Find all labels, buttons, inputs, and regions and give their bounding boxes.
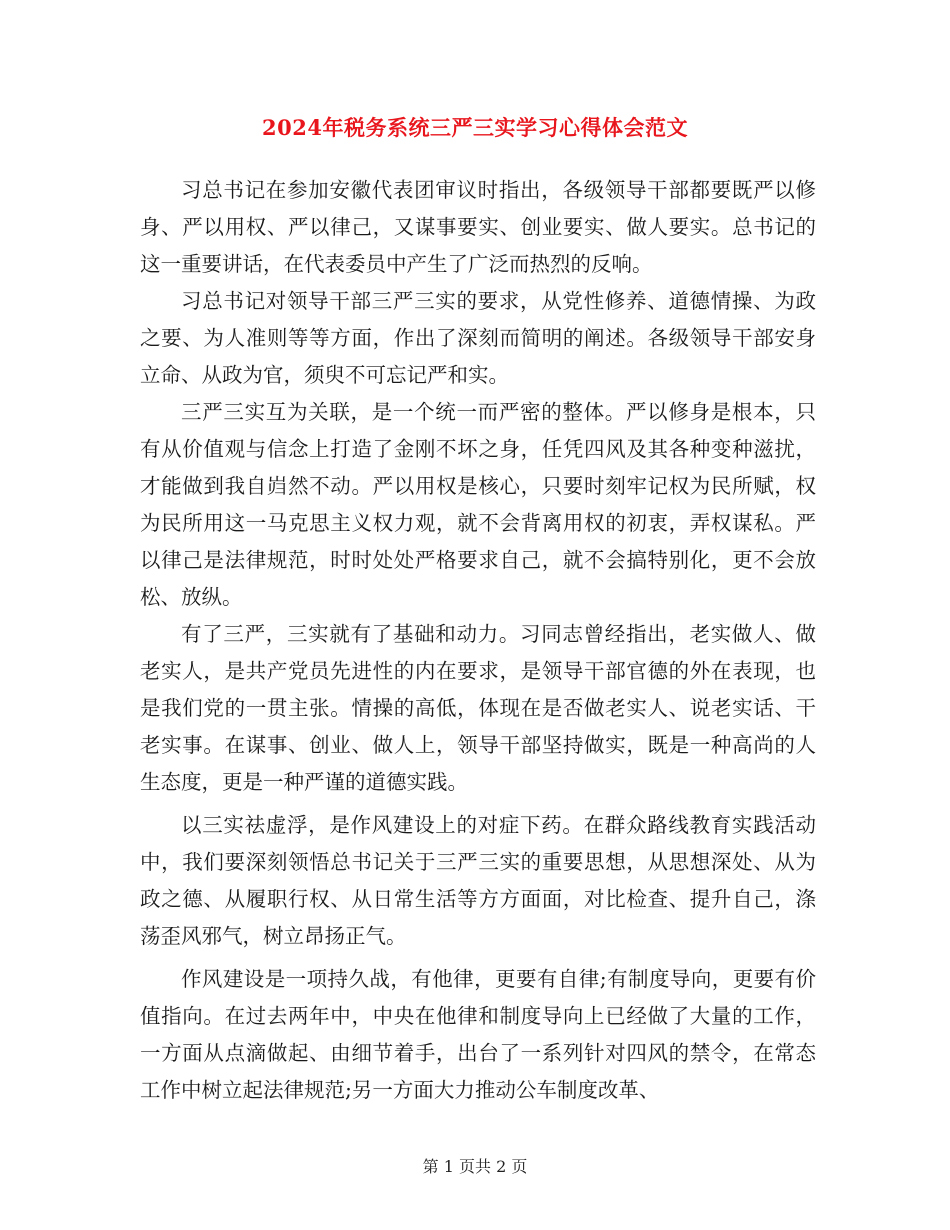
document-body [140, 172, 816, 1109]
paragraph-3: 三严三实互为关联，是一个统一而严密的整体。严以修身是根本，只有从价值观与信念上打造了金刚不坏之身，任凭四风及其各种变种滋扰，才能做到我自岿然不动。严以用权是核心，只要时刻牢记权为民所赋，权为民所用这一马克思主义权力观，就不会背离用权的初衷，弄权谋私。严以律己是法律规范，时时处处严格要求自己，就不会搞特别化，更不会放松、放纵。 [140, 400, 816, 609]
paragraph-5: 以三实祛虚浮，是作风建设上的对症下药。在群众路线教育实践活动中，我们要深刻领悟总书记关于三严三实的重要思想，从思想深处、从为政之德、从履职行权、从日常生活等方方面面，对比检查、提升自己，涤荡歪风邪气，树立昂扬正气。 [140, 813, 816, 948]
paragraph-1: 习总书记在参加安徽代表团审议时指出，各级领导干部都要既严以修身、严以用权、严以律己，又谋事要实、创业要实、做人要实。总书记的这一重要讲话，在代表委员中产生了广泛而热烈的反响。 [140, 178, 816, 276]
paragraph-2: 习总书记对领导干部三严三实的要求，从党性修养、道德情操、为政之要、为人准则等等方面，作出了深刻而简明的阐述。各级领导干部安身立命、从政为官，须臾不可忘记严和实。 [140, 289, 816, 387]
document-title: 2024年税务系统三严三实学习心得体会范文 [262, 115, 688, 140]
paragraph-4: 有了三严，三实就有了基础和动力。习同志曾经指出，老实做人、做老实人，是共产党员先进性的内在要求，是领导干部官德的外在表现，也是我们党的一贯主张。情操的高低，体现在是否做老实人、说老实话、干老实事。在谋事、创业、做人上，领导干部坚持做实，既是一种高尚的人生态度，更是一种严谨的道德实践。 [140, 622, 816, 794]
page-footer: 第 1 页共 2 页 [422, 1157, 528, 1176]
paragraph-6: 作风建设是一项持久战，有他律，更要有自律;有制度导向，更要有价值指向。在过去两年中，中央在他律和制度导向上已经做了大量的工作，一方面从点滴做起、由细节着手，出台了一系列针对四风的禁令，在常态工作中树立起法律规范;另一方面大力推动公车制度改革、 [140, 967, 816, 1102]
